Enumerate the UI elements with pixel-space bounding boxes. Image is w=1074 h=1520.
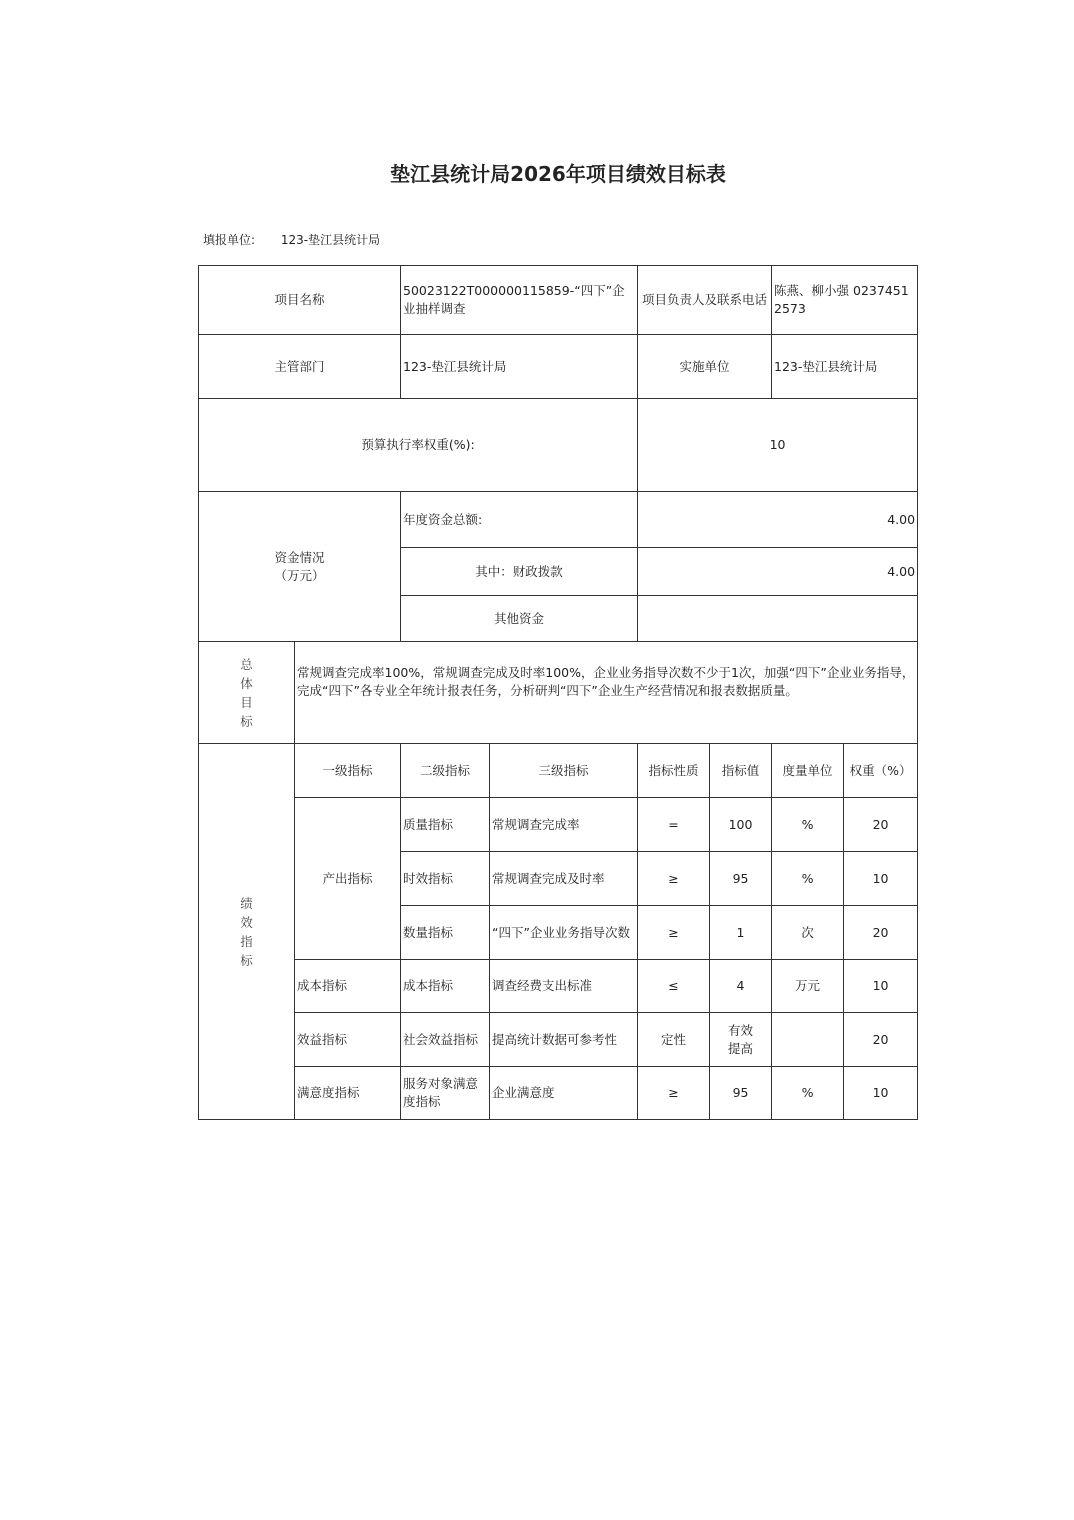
dept-value: 123-垫江县统计局 bbox=[401, 335, 638, 399]
nature-cell: ≥ bbox=[638, 906, 710, 960]
l2-cell: 数量指标 bbox=[401, 906, 490, 960]
impl-value: 123-垫江县统计局 bbox=[772, 335, 918, 399]
impl-label: 实施单位 bbox=[638, 335, 772, 399]
funds-row-label: 其中：财政拨款 bbox=[401, 548, 638, 596]
l3-cell: 常规调查完成率 bbox=[490, 798, 638, 852]
funds-row-label: 其他资金 bbox=[401, 596, 638, 642]
header-weight: 权重（%） bbox=[844, 744, 918, 798]
funds-row-label: 年度资金总额: bbox=[401, 492, 638, 548]
funds-row-value bbox=[638, 596, 918, 642]
overall-goal-text: 常规调查完成率100%，常规调查完成及时率100%，企业业务指导次数不少于1次，加强“四下”企业业务指导，完成“四下”各专业全年统计报表任务，分析研判“四下”企业生产经营情况和报表数据质量。 bbox=[295, 642, 918, 744]
weight-cell: 20 bbox=[844, 906, 918, 960]
reporting-unit bbox=[203, 231, 402, 248]
l2-cell: 质量指标 bbox=[401, 798, 490, 852]
funds-row-value: 4.00 bbox=[638, 492, 918, 548]
l1-cell: 成本指标 bbox=[295, 960, 401, 1013]
project-name-value: 50023122T000000115859-“四下”企业抽样调查 bbox=[401, 266, 638, 335]
value-cell: 95 bbox=[710, 1067, 772, 1120]
budget-weight-value: 10 bbox=[638, 399, 918, 492]
budget-weight-label: 预算执行率权重(%): bbox=[199, 399, 638, 492]
weight-cell: 10 bbox=[844, 960, 918, 1013]
l1-cell: 产出指标 bbox=[295, 798, 401, 960]
nature-cell: ≥ bbox=[638, 852, 710, 906]
unit-cell: % bbox=[772, 1067, 844, 1120]
table-row bbox=[199, 1013, 918, 1067]
l3-cell: “四下”企业业务指导次数 bbox=[490, 906, 638, 960]
overall-goal-label: 总体目标 bbox=[199, 642, 295, 744]
nature-cell: 定性 bbox=[638, 1013, 710, 1067]
unit-cell: 万元 bbox=[772, 960, 844, 1013]
value-cell: 有效提高 bbox=[710, 1013, 772, 1067]
l3-cell: 提高统计数据可参考性 bbox=[490, 1013, 638, 1067]
l3-cell: 企业满意度 bbox=[490, 1067, 638, 1120]
reporting-unit-label: 填报单位: bbox=[203, 233, 256, 247]
table-row bbox=[199, 798, 918, 852]
l2-cell: 时效指标 bbox=[401, 852, 490, 906]
l3-cell: 常规调查完成及时率 bbox=[490, 852, 638, 906]
weight-cell: 10 bbox=[844, 852, 918, 906]
weight-cell: 10 bbox=[844, 1067, 918, 1120]
value-cell: 95 bbox=[710, 852, 772, 906]
weight-cell: 20 bbox=[844, 1013, 918, 1067]
table-row bbox=[199, 1067, 918, 1120]
l2-cell: 社会效益指标 bbox=[401, 1013, 490, 1067]
value-cell: 4 bbox=[710, 960, 772, 1013]
unit-cell: % bbox=[772, 798, 844, 852]
header-unit: 度量单位 bbox=[772, 744, 844, 798]
header-l3: 三级指标 bbox=[490, 744, 638, 798]
l3-cell: 调查经费支出标准 bbox=[490, 960, 638, 1013]
project-leader-value: 陈燕、柳小强 02374512573 bbox=[772, 266, 918, 335]
funds-row-value: 4.00 bbox=[638, 548, 918, 596]
nature-cell: = bbox=[638, 798, 710, 852]
table-row bbox=[199, 960, 918, 1013]
unit-cell: % bbox=[772, 852, 844, 906]
value-cell: 1 bbox=[710, 906, 772, 960]
header-l2: 二级指标 bbox=[401, 744, 490, 798]
unit-cell bbox=[772, 1013, 844, 1067]
l1-cell: 满意度指标 bbox=[295, 1067, 401, 1120]
dept-label: 主管部门 bbox=[199, 335, 401, 399]
project-name-label: 项目名称 bbox=[199, 266, 401, 335]
reporting-unit-value: 123-垫江县统计局 bbox=[280, 233, 381, 247]
header-value: 指标值 bbox=[710, 744, 772, 798]
weight-cell: 20 bbox=[844, 798, 918, 852]
l2-cell: 成本指标 bbox=[401, 960, 490, 1013]
value-cell: 100 bbox=[710, 798, 772, 852]
project-leader-label: 项目负责人及联系电话 bbox=[638, 266, 772, 335]
unit-cell: 次 bbox=[772, 906, 844, 960]
funds-label: 资金情况（万元） bbox=[199, 492, 401, 642]
indicators-label: 绩效指标 bbox=[199, 744, 295, 1120]
performance-table bbox=[198, 265, 918, 1120]
header-l1: 一级指标 bbox=[295, 744, 401, 798]
l1-cell: 效益指标 bbox=[295, 1013, 401, 1067]
header-nature: 指标性质 bbox=[638, 744, 710, 798]
page-title: 垫江县统计局2026年项目绩效目标表 bbox=[390, 162, 726, 186]
nature-cell: ≥ bbox=[638, 1067, 710, 1120]
l2-cell: 服务对象满意度指标 bbox=[401, 1067, 490, 1120]
nature-cell: ≤ bbox=[638, 960, 710, 1013]
